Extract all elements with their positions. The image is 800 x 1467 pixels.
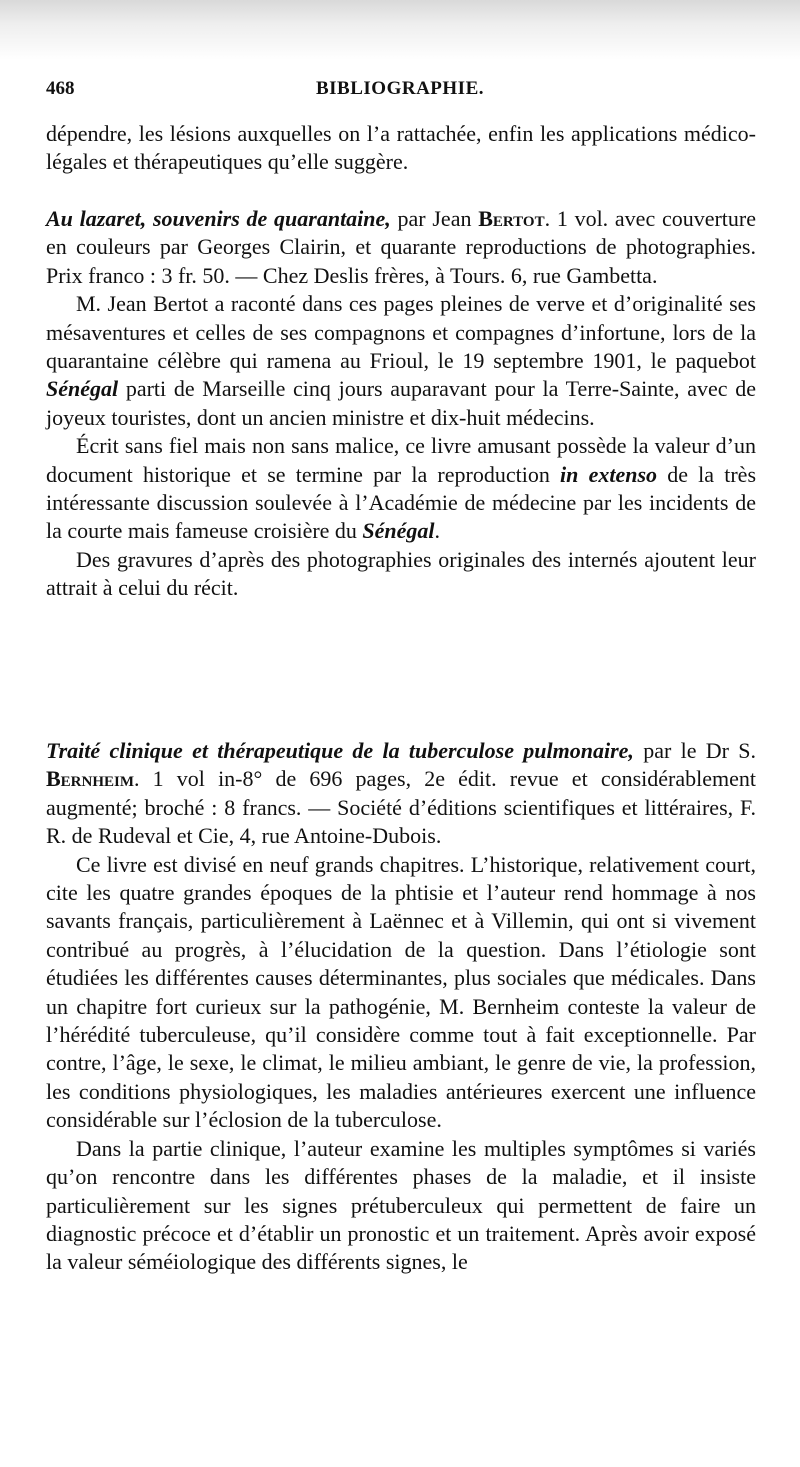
book-title: Au lazaret, souvenirs de quarantaine,: [46, 206, 391, 231]
page-header: [46, 78, 754, 108]
review-paragraph: M. Jean Bertot a raconté dans ces pages pleines de verve et d’originalité ses mésaventures et celles de ses compagnons et compagnes d’infortune, lors de la quarantaine célèbre qui ramena au Frioul, le 19 septembre 1901, le paquebot Sénégal parti de Marseille cinq jours auparavant pour la Terre-Sainte, avec de joyeux touristes, dont un ancien ministre et dix-huit médecins.: [46, 291, 756, 430]
citation-by: par le Dr S.: [633, 738, 756, 763]
review-citation: [46, 205, 756, 290]
page-number: 468: [46, 78, 75, 99]
author-name: Bernheim: [46, 766, 135, 792]
review-paragraph: Ce livre est divisé en neuf grands chapitres. L’historique, relativement court, cite les quatre grandes époques de la phtisie et l’auteur rend hommage à nos savants français, particulièrement à Laënnec et à Villemin, qui ont si vivement contribué au progrès, à l’élucidation de la question. Dans l’étiologie sont étudiées les différentes causes déterminantes, plus sociales que médicales. Dans un chapitre fort curieux sur la pathogénie, M. Bernheim conteste la valeur de l’hérédité tuberculeuse, qu’il considère comme tout à fait exceptionnelle. Par contre, l’âge, le sexe, le climat, le milieu ambiant, le genre de vie, la profession, les conditions physiologiques, les maladies antérieures exercent une influence considérable sur l’éclosion de la tuberculose.: [46, 851, 756, 1133]
scan-edge-shading: [0, 0, 800, 60]
author-name: Bertot: [478, 206, 545, 231]
review-paragraph: Des gravures d’après des photographies originales des internés ajoutent leur attrait à celui du récit.: [46, 546, 756, 601]
intro-paragraph-block: [46, 120, 756, 177]
review-au-lazaret: [46, 205, 756, 603]
review-citation: [46, 737, 756, 851]
review-traite-tuberculose: [46, 737, 756, 1277]
review-paragraph: Dans la partie clinique, l’auteur examine les multiples symptômes si variés qu’on rencontre dans les différentes phases de la maladie, et il insiste particulièrement sur les signes prétuberculeux qui permettent de faire un diagnostic précoce et d’établir un pronostic et un traitement. Après avoir exposé la valeur séméiologique des différents signes, le: [46, 1135, 756, 1275]
latin-phrase: in extenso: [560, 461, 658, 487]
review-paragraph: Écrit sans fiel mais non sans malice, ce livre amusant possède la valeur d’un document historique et se termine par la reproduction in extenso de la très intéressante discussion soulevée à l’Académie de médecine par les incidents de la courte mais fameuse croisière du Sénégal.: [46, 433, 757, 544]
citation-by: par Jean: [390, 206, 479, 231]
ship-name: Sénégal: [46, 376, 119, 402]
intro-paragraph: dépendre, les lésions auxquelles on l’a rattachée, enfin les applications médico-légales et thérapeutiques qu’elle suggère.: [46, 121, 756, 175]
ship-name: Sénégal: [362, 518, 435, 544]
running-title: BIBLIOGRAPHIE.: [315, 78, 484, 99]
book-title: Traité clinique et thérapeutique de la tuberculose pulmonaire,: [46, 738, 634, 763]
citation-details: . 1 vol. avec couverture en couleurs par Georges Clairin, et quarante reproductions de photographies. Prix franco : 3 fr. 50. — Chez Deslis frères, à Tours. 6, rue Gambetta.: [46, 206, 757, 288]
citation-details: . 1 vol in-8° de 696 pages, 2e édit. revue et considérablement augmenté; broché : 8 francs. — Société d’éditions scientifiques et littéraires, F. R. de Rudeval et Cie, 4, rue Antoine-Dubois.: [46, 766, 756, 849]
